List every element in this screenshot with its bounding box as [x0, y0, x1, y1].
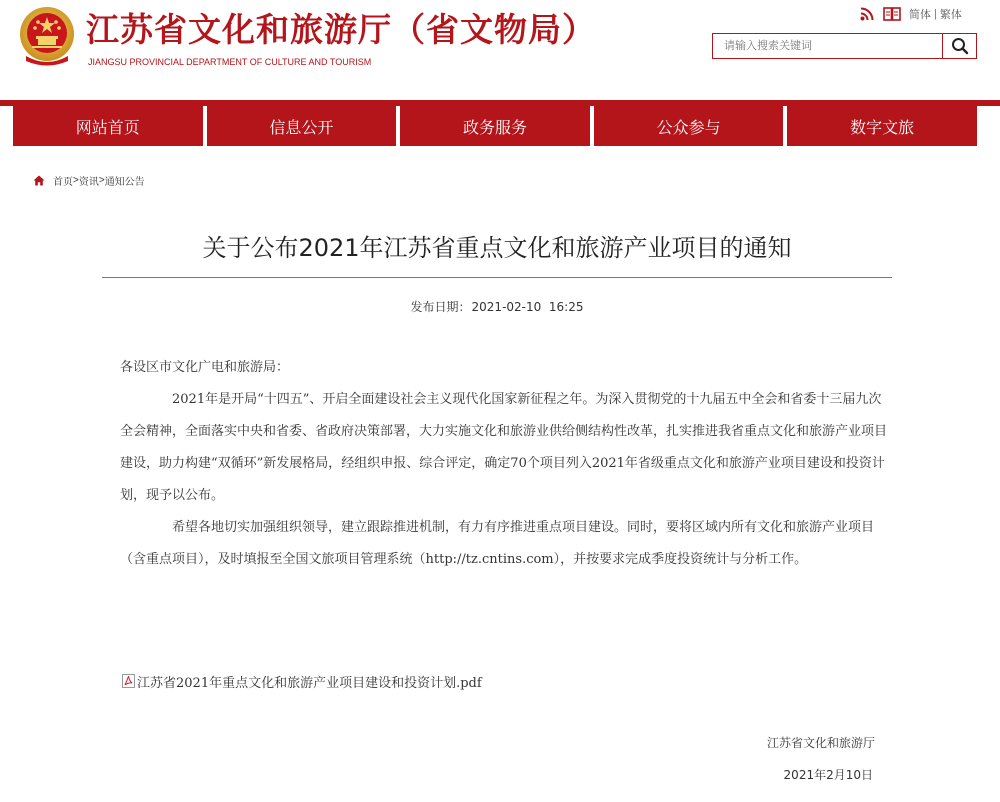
national-emblem-icon — [18, 6, 76, 66]
search-icon — [951, 37, 969, 55]
traditional-chinese-link[interactable]: 繁体 — [939, 9, 962, 21]
search-input[interactable] — [713, 34, 943, 58]
nav-item-info-disclosure[interactable]: 信息公开 — [207, 106, 397, 146]
util-separator: | — [934, 8, 937, 20]
publish-date-value: 2021-02-10 16:25 — [471, 300, 584, 314]
breadcrumb-separator: > — [73, 174, 79, 186]
breadcrumb-home[interactable]: 首页 — [53, 176, 73, 188]
search-button[interactable] — [942, 34, 976, 58]
article-title: 关于公布2021年江苏省重点文化和旅游产业项目的通知 — [202, 234, 792, 262]
attachment-filename: 江苏省2021年重点文化和旅游产业项目建设和投资计划.pdf — [137, 675, 482, 691]
title-divider — [102, 277, 892, 278]
main-nav — [13, 106, 977, 146]
nav-item-public-participation[interactable]: 公众参与 — [594, 106, 784, 146]
article-salutation: 各设区市文化广电和旅游局： — [120, 360, 290, 375]
attachment-link[interactable] — [122, 670, 482, 692]
breadcrumb — [33, 173, 145, 187]
breadcrumb-news[interactable]: 资讯 — [78, 176, 99, 188]
article-paragraph: 2021年是开局“十四五”、开启全面建设社会主义现代化国家新征程之年。为深入贯彻党的十九届五中全会和省委十三届九次全会精神，全面落实中央和省委、省政府决策部署，大力实施文化和旅游业供给侧结构性改革，扎实推进我省重点文化和旅游产业项目建设，助力构建“双循环”新发展格局，经组织申报、综合评定，确定70个项目列入2021年省级重点文化和旅游产业项目建设和投资计划，现予以公布。 — [120, 392, 888, 503]
article-body — [120, 352, 890, 576]
nav-item-home[interactable]: 网站首页 — [13, 106, 203, 146]
nav-item-gov-services[interactable]: 政务服务 — [400, 106, 590, 146]
utility-bar — [860, 6, 962, 22]
publish-date — [102, 298, 892, 316]
book-icon[interactable] — [883, 7, 901, 21]
simplified-chinese-link[interactable]: 简体 — [909, 9, 931, 21]
search-box — [712, 33, 977, 59]
site-title: 江苏省文化和旅游厅（省文物局） — [86, 10, 596, 49]
signature-date: 2021年2月10日 — [783, 768, 873, 782]
article-paragraph: 希望各地切实加强组织领导，建立跟踪推进机制，有力有序推进重点项目建设。同时，要将区域内所有文化和旅游产业项目（含重点项目），及时填报至全国文旅项目管理系统（http://tz.cntins.com），并按要求完成季度投资统计与分析工作。 — [120, 520, 875, 567]
rss-icon[interactable] — [860, 7, 874, 21]
signature-organization: 江苏省文化和旅游厅 — [766, 736, 875, 750]
home-icon — [33, 175, 45, 186]
site-subtitle: JIANGSU PROVINCIAL DEPARTMENT OF CULTURE AND TOURISM — [88, 57, 372, 67]
nav-item-digital-tourism[interactable]: 数字文旅 — [787, 106, 977, 146]
publish-date-label: 发布日期： — [410, 300, 471, 314]
breadcrumb-notices[interactable]: 通知公告 — [104, 176, 145, 188]
breadcrumb-separator: > — [98, 174, 105, 186]
pdf-icon — [122, 674, 135, 688]
